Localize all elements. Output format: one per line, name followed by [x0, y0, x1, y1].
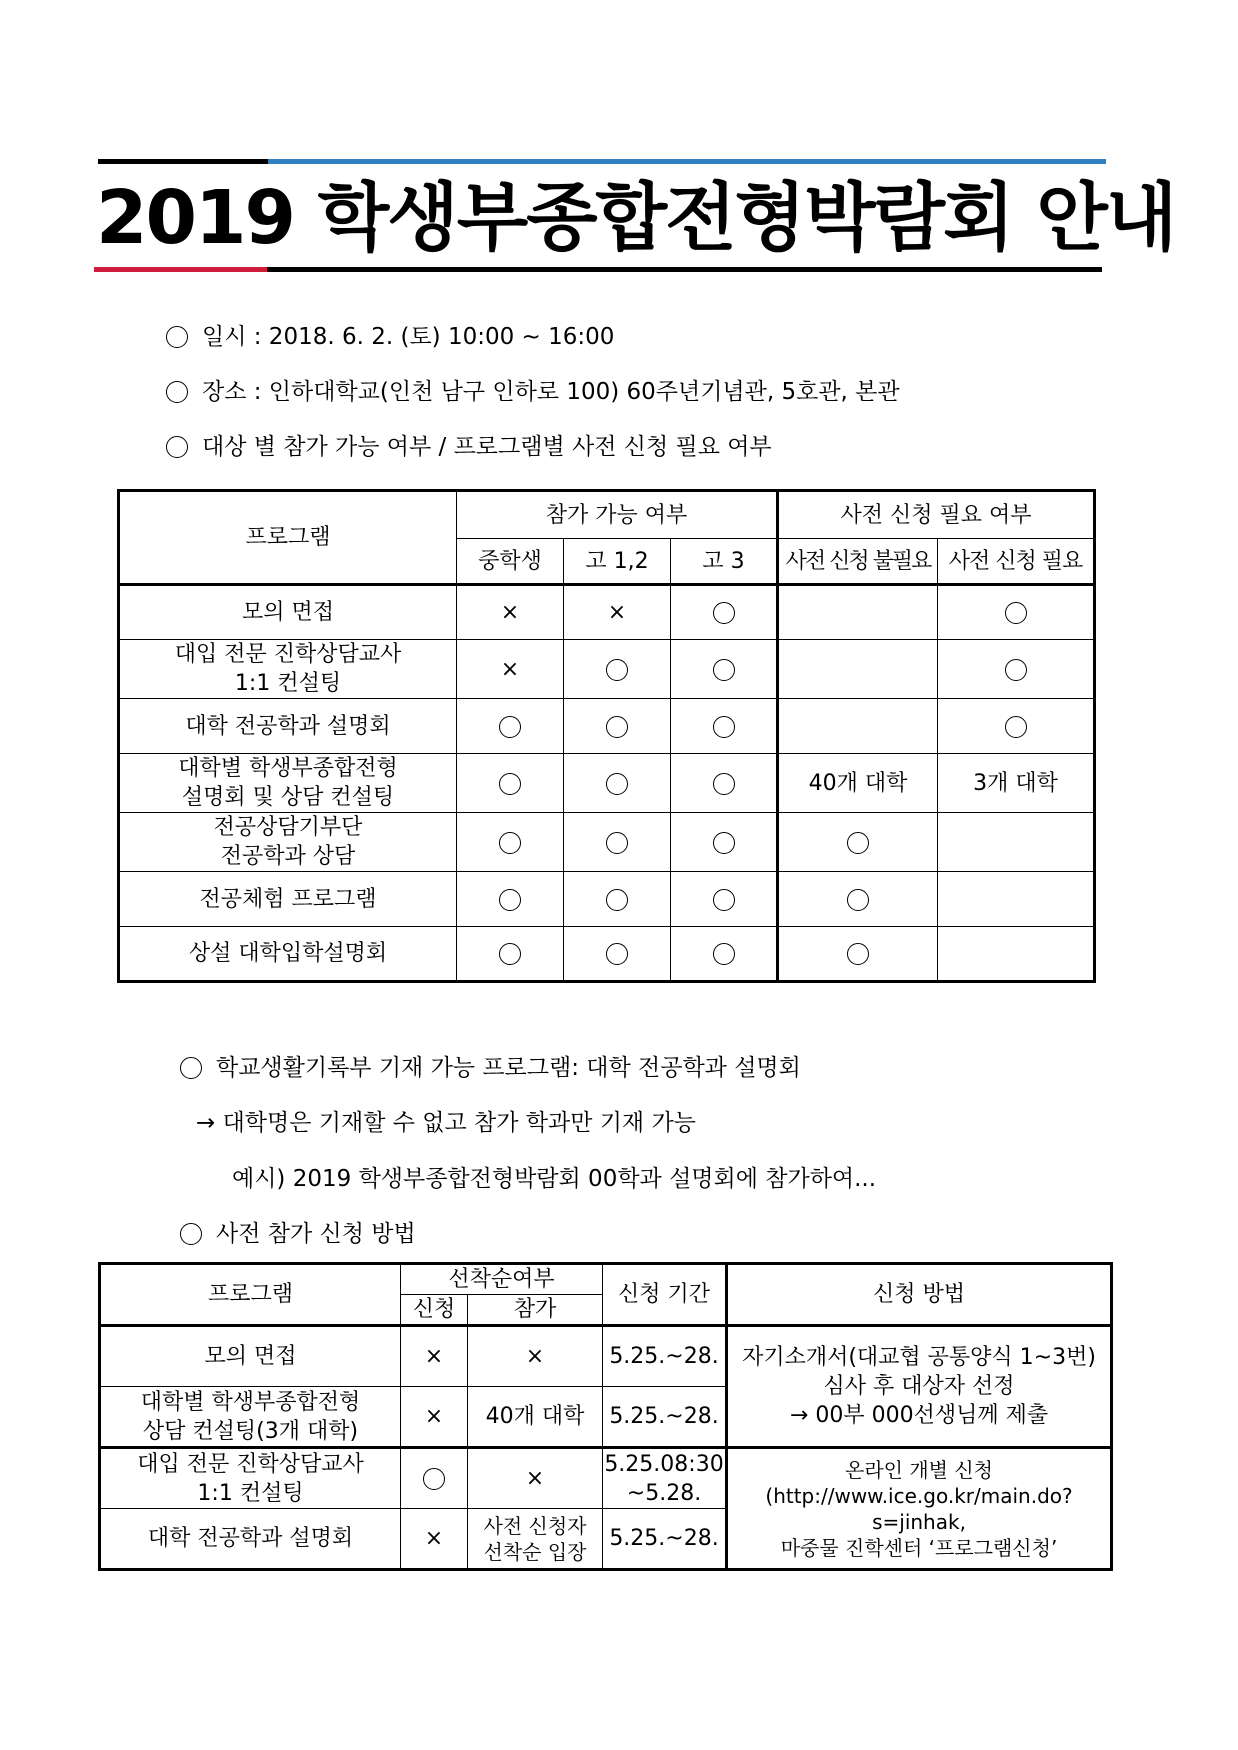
registration-method-table — [98, 1262, 1113, 1571]
t2-participate — [468, 1326, 603, 1387]
registration-header: 사전 신청 필요 여부 — [778, 491, 1095, 539]
circle-bullet-icon — [180, 1057, 202, 1079]
subheader-high3: 고 3 — [671, 539, 778, 585]
circle-mark-icon — [713, 943, 735, 965]
t2-header-row — [100, 1264, 1112, 1295]
title-bottom-bar-red — [94, 267, 267, 272]
circle-mark-icon — [1005, 659, 1027, 681]
t2-period: 5.25.08:30 ~5.28. — [603, 1448, 727, 1509]
t2-apply — [401, 1448, 468, 1509]
circle-mark-icon — [847, 832, 869, 854]
circle-mark-icon — [499, 832, 521, 854]
t2-method-header: 신청 방법 — [727, 1264, 1112, 1326]
table-row — [119, 640, 1095, 699]
t2-period: 5.25.~28. — [603, 1387, 727, 1448]
t2-first-come-header: 선착순여부 — [401, 1264, 603, 1295]
subheader-high12: 고 1,2 — [564, 539, 671, 585]
circle-bullet-icon — [180, 1223, 202, 1245]
circle-mark-icon — [606, 773, 628, 795]
subheader-middle: 중학생 — [457, 539, 564, 585]
high3-cell — [671, 699, 778, 754]
middle-school-cell — [457, 927, 564, 982]
page-title: 2019 학생부종합전형박람회 안내 — [96, 175, 1176, 261]
program-cell: 대학별 학생부종합전형 설명회 및 상담 컨설팅 — [119, 754, 457, 813]
note-method-heading-text: 사전 참가 신청 방법 — [216, 1221, 416, 1247]
no-reg-cell — [778, 585, 938, 640]
t2-apply-header: 신청 — [401, 1295, 468, 1326]
circle-mark-icon — [606, 889, 628, 911]
circle-mark-icon — [847, 889, 869, 911]
high3-cell — [671, 640, 778, 699]
circle-mark-icon — [499, 773, 521, 795]
table-row — [119, 699, 1095, 754]
circle-mark-icon — [606, 832, 628, 854]
program-header: 프로그램 — [119, 491, 457, 585]
info-table-heading-text: 대상 별 참가 가능 여부 / 프로그램별 사전 신청 필요 여부 — [202, 434, 772, 460]
x-mark-icon: × — [424, 1344, 444, 1369]
t2-apply — [401, 1509, 468, 1570]
table-row — [119, 754, 1095, 813]
info-table-heading — [166, 432, 772, 462]
circle-mark-icon — [499, 889, 521, 911]
high12-cell — [564, 699, 671, 754]
circle-mark-icon — [713, 659, 735, 681]
t2-participate: 40개 대학 — [468, 1387, 603, 1448]
eligibility-table — [117, 489, 1096, 983]
high12-cell — [564, 754, 671, 813]
reg-cell — [938, 872, 1095, 927]
no-reg-cell — [778, 872, 938, 927]
no-reg-cell: 40개 대학 — [778, 754, 938, 813]
note-record-program-text: 학교생활기록부 기재 가능 프로그램: 대학 전공학과 설명회 — [216, 1055, 801, 1081]
t2-program: 대입 전문 진학상담교사 1:1 컨설팅 — [100, 1448, 401, 1509]
circle-mark-icon — [499, 716, 521, 738]
t2-participate — [468, 1448, 603, 1509]
program-cell: 모의 면접 — [119, 585, 457, 640]
middle-school-cell — [457, 640, 564, 699]
info-date-text: 일시 : 2018. 6. 2. (토) 10:00 ~ 16:00 — [202, 324, 615, 350]
high12-cell — [564, 872, 671, 927]
circle-mark-icon — [713, 602, 735, 624]
no-reg-cell — [778, 699, 938, 754]
high3-cell — [671, 872, 778, 927]
circle-bullet-icon — [166, 326, 188, 348]
t2-participate: 사전 신청자 선착순 입장 — [468, 1509, 603, 1570]
t2-method-group1: 자기소개서(대교협 공통양식 1~3번) 심사 후 대상자 선정 → 00부 000선생님께 제출 — [727, 1326, 1112, 1448]
circle-bullet-icon — [166, 381, 188, 403]
table-row — [119, 585, 1095, 640]
middle-school-cell — [457, 699, 564, 754]
title-top-bar-black — [98, 159, 268, 164]
circle-mark-icon — [713, 773, 735, 795]
t2-program: 모의 면접 — [100, 1326, 401, 1387]
reg-cell — [938, 699, 1095, 754]
x-mark-icon: × — [424, 1404, 444, 1429]
reg-cell — [938, 640, 1095, 699]
note-record-program — [180, 1053, 801, 1083]
no-reg-cell — [778, 927, 938, 982]
program-cell: 대학 전공학과 설명회 — [119, 699, 457, 754]
t2-apply — [401, 1326, 468, 1387]
title-top-bar-blue — [268, 159, 1106, 164]
note-record-example: 예시) 2019 학생부종합전형박람회 00학과 설명회에 참가하여... — [232, 1166, 877, 1192]
table-row — [119, 872, 1095, 927]
x-mark-icon: × — [525, 1466, 545, 1491]
t2-period: 5.25.~28. — [603, 1509, 727, 1570]
program-cell: 상설 대학입학설명회 — [119, 927, 457, 982]
x-mark-icon: × — [424, 1526, 444, 1551]
table-header-row — [119, 491, 1095, 539]
subheader-reg: 사전 신청 필요 — [938, 539, 1095, 585]
high3-cell — [671, 813, 778, 872]
table-row — [119, 813, 1095, 872]
x-mark-icon: × — [500, 600, 520, 625]
program-cell: 전공체험 프로그램 — [119, 872, 457, 927]
high3-cell — [671, 754, 778, 813]
high12-cell — [564, 640, 671, 699]
t2-program: 대학별 학생부종합전형 상담 컨설팅(3개 대학) — [100, 1387, 401, 1448]
high12-cell — [564, 585, 671, 640]
middle-school-cell — [457, 813, 564, 872]
no-reg-cell — [778, 640, 938, 699]
circle-bullet-icon — [166, 436, 188, 458]
t2-program: 대학 전공학과 설명회 — [100, 1509, 401, 1570]
reg-cell — [938, 927, 1095, 982]
info-place — [166, 377, 900, 407]
high12-cell — [564, 927, 671, 982]
circle-mark-icon — [847, 943, 869, 965]
middle-school-cell — [457, 872, 564, 927]
t2-apply — [401, 1387, 468, 1448]
x-mark-icon: × — [525, 1344, 545, 1369]
circle-mark-icon — [606, 659, 628, 681]
circle-mark-icon — [423, 1468, 445, 1490]
program-cell: 대입 전문 진학상담교사 1:1 컨설팅 — [119, 640, 457, 699]
high12-cell — [564, 813, 671, 872]
circle-mark-icon — [606, 943, 628, 965]
t2-program-header: 프로그램 — [100, 1264, 401, 1326]
circle-mark-icon — [713, 716, 735, 738]
table-row — [119, 927, 1095, 982]
middle-school-cell — [457, 754, 564, 813]
t2-participate-header: 참가 — [468, 1295, 603, 1326]
no-reg-cell — [778, 813, 938, 872]
circle-mark-icon — [499, 943, 521, 965]
info-date — [166, 322, 614, 352]
note-record-rule: → 대학명은 기재할 수 없고 참가 학과만 기재 가능 — [196, 1110, 696, 1136]
circle-mark-icon — [1005, 602, 1027, 624]
table-row — [100, 1326, 1112, 1387]
table-row — [100, 1448, 1112, 1509]
reg-cell — [938, 813, 1095, 872]
circle-mark-icon — [606, 716, 628, 738]
reg-cell — [938, 585, 1095, 640]
program-cell: 전공상담기부단 전공학과 상담 — [119, 813, 457, 872]
info-place-text: 장소 : 인하대학교(인천 남구 인하로 100) 60주년기념관, 5호관, 본관 — [202, 379, 900, 405]
note-method-heading — [180, 1219, 416, 1249]
reg-cell: 3개 대학 — [938, 754, 1095, 813]
high3-cell — [671, 585, 778, 640]
t2-period-header: 신청 기간 — [603, 1264, 727, 1326]
t2-method-group2: 온라인 개별 신청 (http://www.ice.go.kr/main.do?s=jinhak, 마중물 진학센터 ‘프로그램신청’ — [727, 1448, 1112, 1570]
high3-cell — [671, 927, 778, 982]
title-bottom-bar-black — [267, 267, 1102, 272]
x-mark-icon: × — [607, 600, 627, 625]
eligibility-header: 참가 가능 여부 — [457, 491, 778, 539]
circle-mark-icon — [713, 889, 735, 911]
middle-school-cell — [457, 585, 564, 640]
circle-mark-icon — [713, 832, 735, 854]
circle-mark-icon — [1005, 716, 1027, 738]
x-mark-icon: × — [500, 656, 520, 682]
t2-period: 5.25.~28. — [603, 1326, 727, 1387]
subheader-no-reg: 사전 신청 불필요 — [778, 539, 938, 585]
